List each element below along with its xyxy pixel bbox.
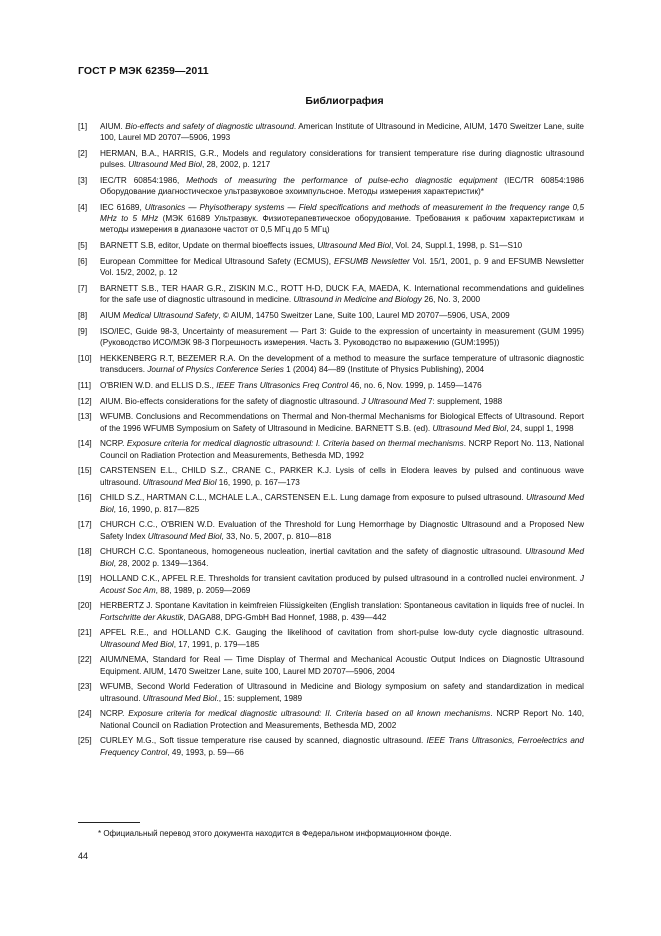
reference-item bbox=[78, 492, 584, 514]
reference-text bbox=[100, 654, 584, 676]
reference-text bbox=[100, 438, 584, 460]
reference-text bbox=[100, 573, 584, 595]
reference-number: [8] bbox=[78, 311, 88, 320]
reference-number: [19] bbox=[78, 574, 92, 584]
reference-item bbox=[78, 396, 584, 407]
reference-title-italic: Ultrasound Med Biol bbox=[100, 639, 174, 649]
reference-text-part: AIUM. Bio-effects considerations for the safety of diagnostic ultrasound. bbox=[100, 396, 362, 406]
reference-number: [20] bbox=[78, 601, 92, 611]
reference-item bbox=[78, 310, 584, 321]
reference-title-italic: Fortschritte der Akustik bbox=[100, 612, 184, 622]
reference-number: [5] bbox=[78, 241, 88, 251]
reference-title-italic: EFSUMB Newsletter bbox=[333, 257, 410, 266]
reference-text-part: . NCRP Report No. 113, National Council on Radiation Protection and Measurements, Bethesda MD, 1992 bbox=[100, 439, 584, 460]
reference-text bbox=[100, 465, 584, 487]
reference-item bbox=[78, 627, 584, 649]
reference-text bbox=[100, 175, 584, 197]
reference-text bbox=[100, 681, 584, 703]
section-title bbox=[0, 95, 661, 107]
reference-number: [22] bbox=[78, 655, 92, 665]
reference-text-part: 7: supplement, 1988 bbox=[425, 396, 503, 406]
document-header: ГОСТ Р МЭК 62359—2011 bbox=[78, 65, 209, 77]
reference-number: [12] bbox=[78, 396, 92, 406]
reference-text bbox=[100, 380, 584, 391]
reference-title-italic: Ultrasound Med Biol bbox=[147, 531, 222, 541]
reference-title-italic: J Ultrasound Med bbox=[361, 396, 426, 406]
reference-text-part: , 88, 1989, p. 2059—2069 bbox=[155, 585, 251, 595]
reference-text-part: HOLLAND C.K., APFEL R.E. Thresholds for transient cavitation produced by pulsed ultrasound in a controlled nuclei environment. bbox=[100, 574, 580, 584]
reference-text bbox=[100, 240, 584, 251]
reference-item bbox=[78, 546, 584, 568]
reference-text bbox=[100, 708, 584, 730]
reference-text-part: Vol. 15/1, 2001, p. 9 and EFSUMB Newsletter Vol. 15/2, 2002, p. 12 bbox=[100, 257, 584, 278]
reference-title-italic: Ultrasound Med Biol bbox=[432, 423, 507, 433]
reference-text-part: CHURCH C.C., O'BRIEN W.D. Evaluation of the Threshold for Lung Hemorrhage by Diagnostic Ultrasound and a Proposed New Safety Index bbox=[100, 520, 584, 541]
reference-item bbox=[78, 175, 584, 197]
reference-number: [14] bbox=[78, 439, 92, 449]
reference-text-part: European Committee for Medical Ultrasound Safety (ECMUS), bbox=[100, 257, 334, 266]
reference-item bbox=[78, 465, 584, 487]
reference-text-part: AIUM. bbox=[100, 122, 126, 131]
reference-title-italic: IEEE Trans Ultrasonics, Ferroelectrics and Frequency Control bbox=[100, 736, 584, 757]
reference-text bbox=[100, 519, 584, 541]
reference-text-part: ., 15: supplement, 1989 bbox=[216, 693, 303, 703]
reference-text-part: APFEL R.E., and HOLLAND C.K. Gauging the likelihood of cavitation from short-pulse low-duty cycle diagnostic ultrasound. bbox=[100, 628, 584, 638]
reference-text-part: , 49, 1993, p. 59—66 bbox=[167, 747, 244, 757]
reference-text-part: 26, No. 3, 2000 bbox=[421, 295, 481, 305]
reference-number: [25] bbox=[78, 736, 92, 746]
reference-text-part: , 24, suppl 1, 1998 bbox=[506, 423, 574, 433]
reference-title-italic: J Acoust Soc Am bbox=[100, 574, 584, 595]
reference-item bbox=[78, 148, 584, 170]
reference-number: [17] bbox=[78, 520, 92, 530]
reference-text-part: (IEC/TR 60854:1986 Оборудование диагностическое ультразвуковое эхоимпульсное. Методы измерения характеристик)* bbox=[100, 176, 584, 197]
reference-text bbox=[100, 121, 584, 143]
reference-text-part: , DAGA88, DPG-GmbH Bad Honnef, 1988, p. 439—442 bbox=[183, 612, 387, 622]
reference-item bbox=[78, 240, 584, 251]
reference-item bbox=[78, 411, 584, 433]
section-title-text: Библиография bbox=[305, 95, 384, 107]
page-number: 44 bbox=[78, 851, 89, 861]
reference-text-part: BARNETT S.B, editor, Update on thermal bioeffects issues, bbox=[100, 241, 318, 251]
footnote: * Официальный перевод этого документа находится в Федеральном информационном фонде. bbox=[98, 829, 452, 838]
reference-text-part: HEKKENBERG R.T, BEZEMER R.A. On the development of a method to measure the surface temperature of ultrasonic diagnostic transducers. bbox=[100, 353, 584, 374]
reference-title-italic: Medical Ultrasound Safety bbox=[122, 311, 219, 320]
reference-title-italic: Ultrasound Med Biol bbox=[100, 493, 585, 514]
reference-title-italic: Ultrasonics — Phyisotherapy systems — Field specifications and methods of measurement in the frequency range 0,5 MHz to 5 MHz bbox=[100, 203, 584, 224]
reference-text bbox=[100, 283, 584, 305]
reference-text bbox=[100, 735, 584, 757]
reference-text-part: IEC 61689, bbox=[100, 203, 145, 212]
reference-text-part: , 17, 1991, p. 179—185 bbox=[173, 639, 260, 649]
reference-text bbox=[100, 396, 584, 407]
reference-text-part: 1 (2004) 84—89 (Institute of Physics Publishing), 2004 bbox=[283, 365, 485, 374]
reference-text bbox=[100, 627, 584, 649]
reference-item bbox=[78, 326, 584, 348]
reference-item bbox=[78, 438, 584, 460]
reference-title-italic: IEEE Trans Ultrasonics Freq Control bbox=[216, 380, 349, 390]
reference-text bbox=[100, 411, 584, 433]
reference-text-part: HERMAN, B.A., HARRIS, G.R., Models and regulatory considerations for transient temperature rise during diagnostic ultrasound pulses. bbox=[100, 149, 584, 170]
reference-item bbox=[78, 681, 584, 703]
reference-title-italic: Methods of measuring the performance of pulse-echo diagnostic equipment bbox=[186, 176, 498, 185]
reference-text-part: NCRP. bbox=[100, 439, 127, 449]
bibliography-list bbox=[78, 121, 584, 762]
reference-text bbox=[100, 546, 584, 568]
reference-text bbox=[100, 202, 584, 236]
reference-title-italic: Journal of Physics Conference Series bbox=[147, 365, 284, 374]
reference-number: [21] bbox=[78, 628, 92, 638]
reference-text-part: , 33, No. 5, 2007, p. 810—818 bbox=[221, 531, 332, 541]
reference-title-italic: Ultrasound Med Biol bbox=[128, 160, 202, 170]
reference-number: [1] bbox=[78, 122, 88, 131]
reference-title-italic: Ultrasound Med Biol bbox=[317, 241, 391, 251]
reference-number: [23] bbox=[78, 682, 92, 692]
reference-number: [18] bbox=[78, 547, 92, 557]
reference-text-part: WFUMB, Second World Federation of Ultrasound in Medicine and Biology symposium on safety and standardization in medical ultrasound. bbox=[100, 682, 584, 703]
reference-text-part: CURLEY M.G., Soft tissue temperature rise caused by scanned, diagnostic ultrasound. bbox=[100, 736, 427, 746]
reference-item bbox=[78, 519, 584, 541]
reference-item bbox=[78, 708, 584, 730]
reference-item bbox=[78, 735, 584, 757]
reference-item bbox=[78, 283, 584, 305]
reference-text-part: , 28, 2002, p. 1217 bbox=[201, 160, 271, 170]
reference-text bbox=[100, 326, 584, 348]
reference-text-part: HERBERTZ J. Spontane Kavitation in keimfreien Flüssigkeiten (English translation: Spontaneous cavitation in liquids free of nuclei. In bbox=[100, 601, 584, 611]
reference-text-part: . NCRP Report No. 140, National Council on Radiation Protection and Measurements, Bethesda MD, 2002 bbox=[100, 709, 584, 730]
reference-text-part: AIUM bbox=[100, 311, 123, 320]
reference-text-part: 46, no. 6, Nov. 1999, p. 1459—1476 bbox=[348, 380, 482, 390]
reference-text bbox=[100, 256, 584, 278]
reference-text-part: (МЭК 61689 Ультразвук. Физиотерапевтическое оборудование. Требования к рабочим характеристикам и методы измерения в диапазоне частот от 0,5 МГц до 5 МГц) bbox=[100, 214, 584, 235]
reference-text bbox=[100, 310, 584, 321]
reference-number: [2] bbox=[78, 149, 88, 158]
reference-text-part: CHURCH C.C. Spontaneous, homogeneous nucleation, inertial cavitation and the safety of diagnostic ultrasound. bbox=[100, 547, 526, 557]
reference-text-part: IEC/TR 60854:1986, bbox=[100, 176, 187, 185]
reference-text-part: . American Institute of Ultrasound in Medicine, AIUM, 1470 Sweitzer Lane, suite 100, Laurel MD 20707—5906, 1993 bbox=[100, 122, 584, 143]
reference-item bbox=[78, 573, 584, 595]
reference-text bbox=[100, 492, 584, 514]
reference-text bbox=[100, 600, 584, 622]
reference-item bbox=[78, 600, 584, 622]
reference-item bbox=[78, 654, 584, 676]
reference-title-italic: Exposure criteria for medical diagnostic ultrasound: I. Criteria based on thermal mechanisms bbox=[126, 439, 464, 449]
reference-text-part: , © AIUM, 14750 Sweitzer Lane, Suite 100, Laurel MD 20707—5906, USA, 2009 bbox=[218, 311, 510, 320]
reference-text-part: CARSTENSEN E.L., CHILD S.Z., CRANE C., PARKER K.J. Lysis of cells in Elodera leaves by pulsed and continuous wave ultrasound. bbox=[100, 466, 584, 487]
reference-number: [13] bbox=[78, 412, 92, 422]
reference-text-part: O'BRIEN W.D. and ELLIS D.S., bbox=[100, 380, 217, 390]
reference-number: [16] bbox=[78, 493, 92, 503]
reference-text-part: ISO/IEC, Guide 98-3, Uncertainty of measurement — Part 3: Guide to the expression of uncertainty in measurement (GUM 1995) (Руководство ИСО/МЭК 98-3 Погрешность измерения. Часть 3. Руководство по выражению (GUM:1995)) bbox=[100, 326, 584, 347]
reference-item bbox=[78, 353, 584, 375]
reference-title-italic: Exposure criteria for medical diagnostic ultrasound: II. Criteria based on all known mechanisms bbox=[128, 709, 491, 719]
reference-text-part: CHILD S.Z., HARTMAN C.L., MCHALE L.A., CARSTENSEN E.L. Lung damage from exposure to pulsed ultrasound. bbox=[100, 493, 527, 503]
reference-title-italic: Ultrasound Med Biol bbox=[142, 477, 217, 487]
reference-number: [4] bbox=[78, 203, 88, 212]
reference-text-part: BARNETT S.B., TER HAAR G.R., ZISKIN M.C., ROTT H-D, DUCK F.A, MAEDA, K. International recommendations and guidelines for the safe use of diagnostic ultrasound in medicine. bbox=[100, 284, 584, 305]
reference-number: [9] bbox=[78, 326, 88, 336]
reference-text bbox=[100, 353, 584, 375]
reference-text-part: , 16, 1990, p. 817—825 bbox=[113, 504, 200, 514]
reference-title-italic: Ultrasound Med Biol bbox=[100, 547, 585, 568]
reference-text-part: NCRP. bbox=[100, 709, 129, 719]
reference-text-part: , 28, 2002 p. 1349—1364. bbox=[113, 558, 209, 568]
reference-number: [6] bbox=[78, 257, 88, 266]
reference-text-part: WFUMB. Conclusions and Recommendations on Thermal and Non-thermal Mechanisms for Biological Effects of Ultrasound. Report of the 1996 WFUMB Symposium on Safety of Ultrasound in Medicine. BARNETT S.B. (ed). bbox=[100, 412, 584, 433]
reference-number: [7] bbox=[78, 284, 88, 293]
reference-item bbox=[78, 256, 584, 278]
reference-item bbox=[78, 121, 584, 143]
reference-number: [3] bbox=[78, 176, 88, 185]
reference-item bbox=[78, 202, 584, 236]
reference-number: [11] bbox=[78, 380, 92, 390]
reference-number: [10] bbox=[78, 353, 92, 363]
reference-text-part: AIUM/NEMA, Standard for Real — Time Display of Thermal and Mechanical Acoustic Output Indices on Diagnostic Ultrasound Equipment. AIUM, 1470 Sweitzer Lane, suite 100, Laurel MD 20707—5906, 2004 bbox=[100, 655, 584, 676]
reference-title-italic: Ultrasound in Medicine and Biology bbox=[293, 295, 422, 305]
reference-text-part: 16, 1990, p. 167—173 bbox=[216, 477, 300, 487]
reference-text-part: , Vol. 24, Suppl.1, 1998, p. S1—S10 bbox=[390, 241, 523, 251]
reference-item bbox=[78, 380, 584, 391]
reference-number: [24] bbox=[78, 709, 92, 719]
footnote-divider bbox=[78, 822, 140, 823]
reference-text bbox=[100, 148, 584, 170]
reference-title-italic: Bio-effects and safety of diagnostic ultrasound bbox=[125, 122, 294, 131]
reference-number: [15] bbox=[78, 466, 92, 476]
reference-title-italic: Ultrasound Med Biol bbox=[142, 693, 217, 703]
